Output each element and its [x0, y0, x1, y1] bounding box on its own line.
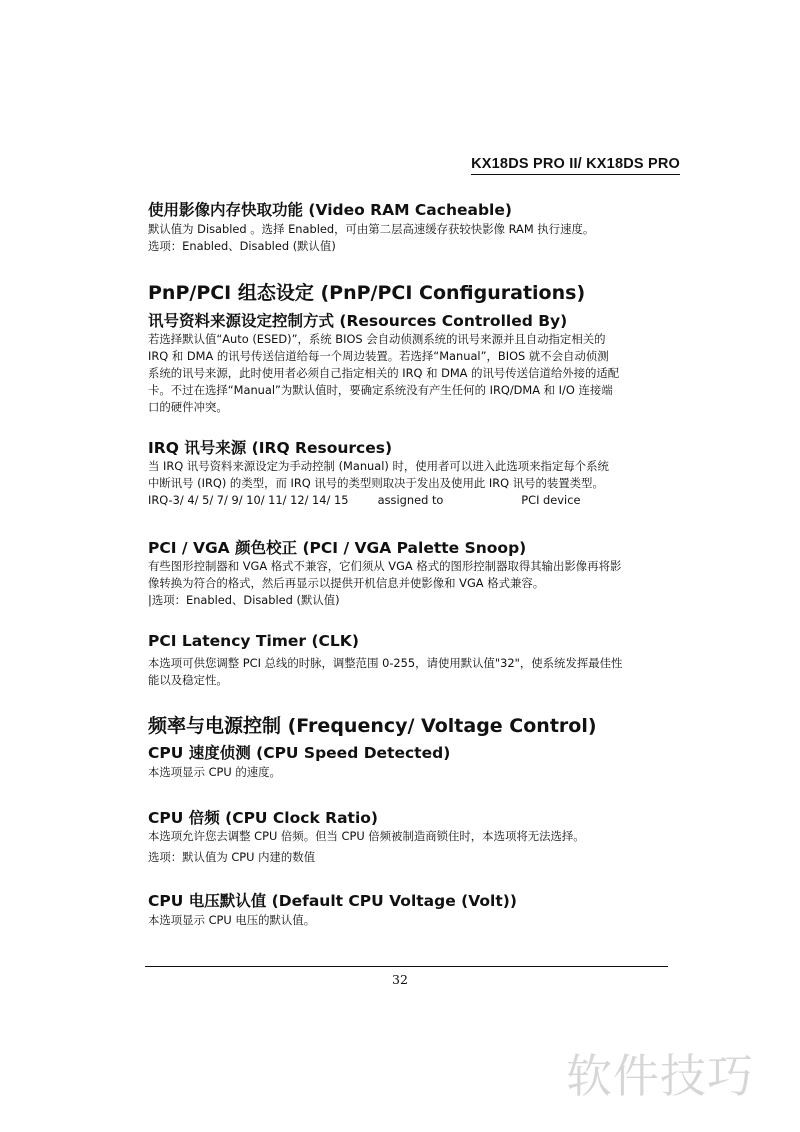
section-heading-video-ram: 使用影像内存快取功能 (Video RAM Cacheable) [148, 201, 512, 219]
body-line: 系统的讯号来源，此时使用者必须自己指定相关的 IRQ 和 DMA 的讯号传送信道给外接的适配 [148, 366, 620, 380]
body-line: 默认值为 Disabled 。选择 Enabled，可由第二层高速缓存获较快影像 RAM 执行速度。 [148, 222, 595, 236]
body-line: |选项：Enabled、Disabled (默认值) [148, 593, 340, 607]
body-line: 口的硬件冲突。 [148, 400, 228, 414]
body-line: 本选项显示 CPU 电压的默认值。 [148, 913, 316, 927]
body-line: 选项：默认值为 CPU 内建的数值 [148, 850, 316, 864]
page-number: 32 [392, 972, 408, 987]
section-body-irq [148, 458, 682, 509]
section-body-video-ram [148, 221, 682, 255]
body-line: 像转换为符合的格式，然后再显示以提供开机信息并使影像和 VGA 格式兼容。 [148, 576, 545, 590]
section-heading-cpu-speed: CPU 速度侦测 (CPU Speed Detected) [148, 744, 451, 762]
section-heading-vga: PCI / VGA 颜色校正 (PCI / VGA Palette Snoop) [148, 539, 527, 557]
section-body-vga [148, 558, 682, 609]
section-body-latency [148, 655, 682, 689]
body-line: 能以及稳定性。 [148, 673, 228, 687]
body-line: 当 IRQ 讯号资料来源设定为手动控制 (Manual) 时，使用者可以进入此选项来指定每个系统 [148, 459, 609, 473]
irq-assignment-row [148, 492, 682, 509]
section-heading-cpu-voltage: CPU 电压默认值 (Default CPU Voltage (Volt)) [148, 892, 517, 910]
section-body-cpu-voltage [148, 912, 682, 929]
chapter-heading-pnp-pci: PnP/PCI 组态设定 (PnP/PCI Configurations) [148, 282, 586, 304]
body-line: 选项：Enabled、Disabled (默认值) [148, 239, 336, 253]
body-line: 有些图形控制器和 VGA 格式不兼容，它们须从 VGA 格式的图形控制器取得其输出影像再将影 [148, 559, 622, 573]
section-body-cpu-speed [148, 764, 682, 781]
body-line: IRQ 和 DMA 的讯号传送信道给每一个周边装置。若选择“Manual”，BIOS 就不会自动侦测 [148, 349, 609, 363]
body-line: 中断讯号 (IRQ) 的类型，而 IRQ 讯号的类型则取决于发出及使用此 IRQ 讯号的装置类型。 [148, 476, 604, 490]
watermark-text: 软件技巧 [566, 1049, 754, 1103]
irq-assigned-label: assigned to [377, 493, 444, 507]
section-body-resources [148, 331, 682, 416]
body-line: 本选项显示 CPU 的速度。 [148, 765, 281, 779]
section-heading-cpu-ratio: CPU 倍频 (CPU Clock Ratio) [148, 809, 378, 827]
footer-divider [145, 966, 668, 967]
section-heading-irq: IRQ 讯号来源 (IRQ Resources) [148, 439, 393, 457]
body-line: 若选择默认值“Auto (ESED)”，系统 BIOS 会自动侦测系统的讯号来源并且自动指定相关的 [148, 332, 606, 346]
irq-device-value: PCI device [521, 493, 581, 507]
page-header-title: KX18DS PRO II/ KX18DS PRO [471, 156, 680, 175]
body-line: 卡。不过在选择“Manual”为默认值时，要确定系统没有产生任何的 IRQ/DMA 和 I/O 连接端 [148, 383, 613, 397]
body-line: 本选项可供您调整 PCI 总线的时脉，调整范围 0-255，请使用默认值"32"，使系统发挥最佳性 [148, 656, 623, 670]
section-heading-latency: PCI Latency Timer (CLK) [148, 632, 359, 650]
irq-list: IRQ-3/ 4/ 5/ 7/ 9/ 10/ 11/ 12/ 14/ 15 [148, 493, 349, 507]
chapter-heading-frequency-voltage: 频率与电源控制 (Frequency/ Voltage Control) [148, 715, 597, 737]
section-heading-resources: 讯号资料来源设定控制方式 (Resources Controlled By) [148, 312, 568, 330]
body-line: 本选项允许您去调整 CPU 倍频。但当 CPU 倍频被制造商锁住时，本选项将无法选择。 [148, 829, 585, 843]
section-body-cpu-ratio [148, 828, 682, 866]
